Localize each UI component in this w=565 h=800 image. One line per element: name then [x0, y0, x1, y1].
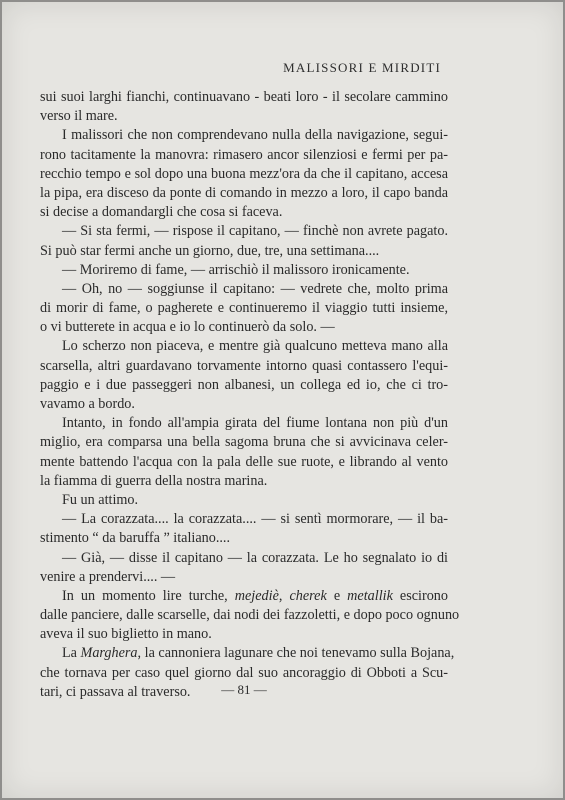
text-line: di morir di fame, o pagherete e continueremo il viaggio tutti insieme, [40, 300, 448, 317]
text-line: — Si sta fermi, — rispose il capitano, — finchè non avrete pagato. [62, 223, 448, 240]
text-line: Si può star fermi anche un giorno, due, tre, una settimana.... [40, 242, 380, 259]
text-line [40, 587, 448, 606]
text-line: Fu un attimo. [62, 491, 139, 508]
text-line: Intanto, in fondo all'ampia girata del fiume lontana non più d'un [62, 415, 448, 432]
text-line: I malissori che non comprendevano nulla della navigazione, segui- [62, 127, 448, 144]
text-line: recchio tempo e sol dopo una buona mezz'ora da che il capitano, accesa [40, 165, 448, 182]
text-run-italic: cherek [289, 587, 327, 604]
text-run: , la cannoniera lagunare che noi tenevamo sulla Bojana, [137, 645, 455, 662]
text-line: — La corazzata.... la corazzata.... — si sentì mormorare, — il ba- [62, 511, 448, 528]
text-run-italic: mejediè [234, 587, 279, 604]
text-line: venire a prendervi.... — [40, 568, 176, 585]
text-line [40, 644, 455, 663]
text-line: tari, ci passava al traverso. [40, 683, 191, 700]
text-line: paggio e i due passeggeri non albanesi, un collega ed io, che ci tro- [40, 376, 448, 393]
text-run: , [278, 587, 290, 604]
text-line: — Già, — disse il capitano — la corazzata. Le ho segnalato io di [62, 549, 448, 566]
text-line: la pipa, era disceso da ponte di comando in mezzo a loro, il capo banda [40, 184, 448, 201]
text-line: verso il mare. [40, 108, 118, 125]
text-line: rono tacitamente la manovra: rimasero ancor silenziosi e fermi per pa- [40, 146, 448, 163]
text-line: mente battendo l'acqua con la pala delle sue ruote, e librando al vento [40, 453, 448, 470]
book-page [2, 2, 563, 798]
body-text [40, 88, 460, 702]
text-run: In un momento lire turche, [62, 587, 235, 604]
text-line: stimento “ da baruffa ” italiano.... [40, 530, 231, 547]
text-line: sui suoi larghi fianchi, continuavano - beati loro - il secolare cammino [40, 89, 448, 105]
text-line: — Oh, no — soggiunse il capitano: — vedrete che, molto prima [62, 280, 448, 297]
text-line: si decise a domandargli che cosa si faceva. [40, 204, 283, 221]
text-line: aveva il suo biglietto in mano. [40, 626, 212, 643]
text-run: e [326, 587, 348, 604]
text-run: La [62, 645, 81, 662]
text-run: escirono [392, 587, 448, 604]
text-run-italic: Marghera [80, 645, 138, 662]
text-line: la fiamma di guerra della nostra marina. [40, 472, 268, 489]
text-line: — Moriremo di fame, — arrischiò il malissoro ironicamente. [62, 261, 410, 278]
text-line: Lo scherzo non piaceva, e mentre già qualcuno metteva mano alla [62, 338, 448, 355]
text-line: vavamo a bordo. [40, 396, 135, 412]
page-number: — 81 — [221, 682, 267, 697]
running-title: MALISSORI E MIRDITI [283, 60, 441, 75]
text-run-italic: metallik [347, 587, 393, 604]
text-line: o vi butterete in acqua e io lo continuerò da solo. — [40, 319, 335, 336]
text-line: che tornava per caso quel giorno dal suo ancoraggio di Obboti a Scu- [40, 664, 448, 681]
text-line: scarsella, altri guardavano torvamente intorno quasi contassero l'equi- [40, 357, 448, 374]
text-line: miglio, era comparsa una bella sagoma bruna che si avvicinava celer- [40, 434, 448, 451]
text-line: dalle panciere, dalle scarselle, dai nodi dei fazzoletti, e dopo poco ognuno [40, 607, 460, 624]
